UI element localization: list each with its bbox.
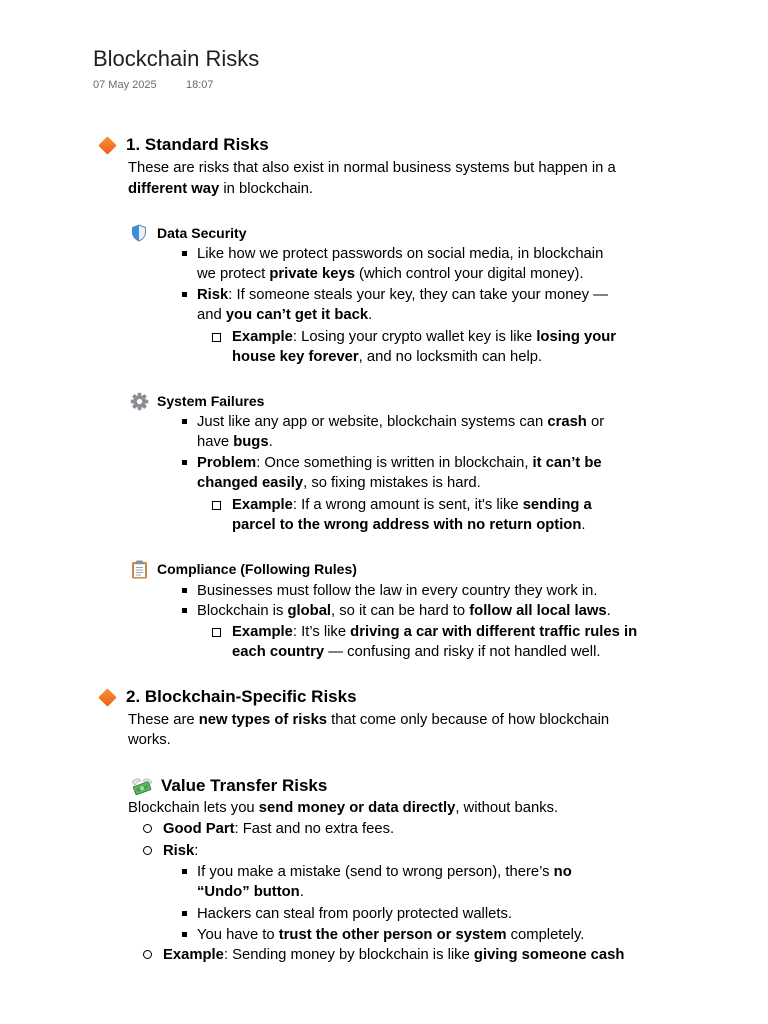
orange-diamond-icon: [98, 136, 116, 154]
subheading-data-security: Data Security: [157, 225, 247, 241]
text-segment: .: [299, 884, 304, 901]
text-segment: .: [581, 517, 586, 534]
bullet-square-marker: [182, 460, 187, 465]
bullet-square-marker: [182, 251, 187, 256]
hollow-circle-marker: [143, 824, 152, 833]
bold-text-segment: parcel to the wrong address with no return option: [232, 517, 582, 534]
page-title: Blockchain Risks: [93, 46, 260, 71]
example-item: [232, 327, 616, 368]
bold-text-segment: changed easily: [197, 475, 304, 492]
bullet-item: [197, 244, 603, 285]
bold-text-segment: sending a: [522, 496, 592, 513]
text-segment: If you make a mistake (send to wrong person), there’s: [197, 863, 554, 880]
text-segment: (which control your digital money).: [354, 266, 584, 283]
circle-list-item: [163, 819, 394, 840]
orange-diamond-icon: [98, 688, 116, 706]
example-item: [232, 495, 592, 536]
bold-text-segment: send money or data directly: [258, 799, 456, 816]
hollow-square-marker: [212, 628, 221, 637]
text-segment: These are risks that also exist in normal business systems but happen in a: [128, 160, 616, 176]
text-segment: Businesses must follow the law in every country they work in.: [197, 582, 598, 599]
text-segment: Like how we protect passwords on social media, in blockchain: [197, 245, 604, 262]
text-segment: , without banks.: [455, 799, 559, 816]
circle-list-item: [163, 841, 198, 862]
hollow-square-marker: [212, 501, 221, 510]
bold-text-segment: crash: [547, 413, 587, 430]
text-segment: Just like any app or website, blockchain systems can: [197, 413, 548, 430]
text-segment: completely.: [506, 926, 585, 943]
text-segment: works.: [128, 732, 171, 749]
bold-text-segment: private keys: [269, 266, 355, 283]
shield-icon: [131, 224, 147, 242]
text-segment: Blockchain lets you: [128, 799, 259, 816]
bold-text-segment: each country: [232, 644, 325, 661]
text-segment: in blockchain.: [219, 180, 314, 197]
bold-text-segment: Risk: [197, 286, 229, 303]
bold-text-segment: giving someone cash: [473, 946, 625, 963]
text-segment: : If someone steals your key, they can take your money —: [228, 286, 608, 303]
subheading-compliance: Compliance (Following Rules): [157, 561, 357, 577]
bullet-item: [197, 925, 584, 946]
bold-text-segment: no: [553, 863, 572, 880]
hollow-square-marker: [212, 333, 221, 342]
bold-text-segment: bugs: [233, 434, 269, 451]
subheading-value-transfer-risks: Value Transfer Risks: [161, 776, 328, 795]
section-heading: 2. Blockchain-Specific Risks: [126, 687, 357, 706]
text-segment: .: [368, 307, 373, 324]
text-segment: : Losing your crypto wallet key is like: [292, 328, 537, 345]
bold-text-segment: follow all local laws: [469, 602, 607, 619]
hollow-circle-marker: [143, 950, 152, 959]
section-intro: [128, 158, 616, 199]
bold-text-segment: new types of risks: [198, 711, 328, 728]
text-segment: : Sending money by blockchain is like: [223, 946, 474, 963]
page-timestamp: [93, 78, 233, 92]
page-date: 07 May 2025: [93, 79, 157, 91]
bold-text-segment: you can’t get it back: [225, 307, 369, 324]
text-segment: .: [606, 602, 611, 619]
bold-text-segment: it can’t be: [532, 454, 602, 471]
bold-text-segment: Example: [232, 623, 293, 640]
bold-text-segment: “Undo” button: [197, 884, 300, 901]
bold-text-segment: Good Part: [163, 820, 235, 837]
bullet-square-marker: [182, 608, 187, 613]
text-segment: .: [268, 434, 273, 451]
text-segment: , so fixing mistakes is hard.: [303, 475, 481, 492]
bold-text-segment: driving a car with different traffic rules in: [350, 623, 638, 640]
bullet-item: [197, 904, 512, 925]
bold-text-segment: Example: [232, 496, 293, 513]
section-heading: 1. Standard Risks: [126, 135, 269, 154]
text-segment: — confusing and risky if not handled well.: [324, 644, 601, 661]
bullet-square-marker: [182, 419, 187, 424]
text-segment: we protect: [197, 266, 270, 283]
bold-text-segment: Problem: [197, 454, 257, 471]
clipboard-icon: [131, 560, 148, 579]
text-segment: that come only because of how blockchain: [327, 711, 610, 728]
bold-text-segment: trust the other person or system: [278, 926, 507, 943]
subsection-intro: [128, 798, 558, 819]
text-segment: : Fast and no extra fees.: [234, 820, 395, 837]
bullet-square-marker: [182, 292, 187, 297]
circle-list-item: [163, 945, 624, 966]
text-segment: These are: [128, 711, 199, 728]
text-segment: : If a wrong amount is sent, it's like: [292, 496, 523, 513]
text-segment: , and no locksmith can help.: [358, 349, 543, 366]
bullet-square-marker: [182, 911, 187, 916]
bullet-square-marker: [182, 588, 187, 593]
section-intro: [128, 710, 609, 751]
hollow-circle-marker: [143, 846, 152, 855]
money-with-wings-icon: [130, 776, 154, 796]
gear-icon: [130, 392, 149, 411]
text-segment: Hackers can steal from poorly protected wallets.: [197, 905, 512, 922]
subheading-system-failures: System Failures: [157, 393, 265, 409]
bold-text-segment: different way: [128, 180, 220, 197]
text-segment: Blockchain is: [197, 602, 288, 619]
bold-text-segment: Example: [232, 328, 293, 345]
bold-text-segment: global: [287, 602, 332, 619]
text-segment: : Once something is written in blockchain,: [256, 454, 533, 471]
bullet-item: [197, 601, 611, 622]
bullet-item: [197, 285, 608, 326]
example-item: [232, 622, 637, 663]
bullet-square-marker: [182, 932, 187, 937]
bold-text-segment: house key forever: [232, 349, 359, 366]
text-segment: :: [194, 842, 199, 859]
text-segment: You have to: [197, 926, 279, 943]
bullet-item: [197, 453, 602, 494]
text-segment: : It’s like: [292, 623, 351, 640]
bold-text-segment: losing your: [536, 328, 617, 345]
page-time: 18:07: [186, 79, 214, 91]
bullet-item: [197, 862, 572, 903]
bullet-item: [197, 581, 598, 602]
bold-text-segment: Example: [163, 946, 224, 963]
text-segment: , so it can be hard to: [331, 602, 470, 619]
text-segment: have: [197, 434, 234, 451]
bullet-item: [197, 412, 604, 453]
bullet-square-marker: [182, 869, 187, 874]
bold-text-segment: Risk: [163, 842, 195, 859]
text-segment: or: [586, 413, 605, 430]
text-segment: and: [197, 307, 226, 324]
